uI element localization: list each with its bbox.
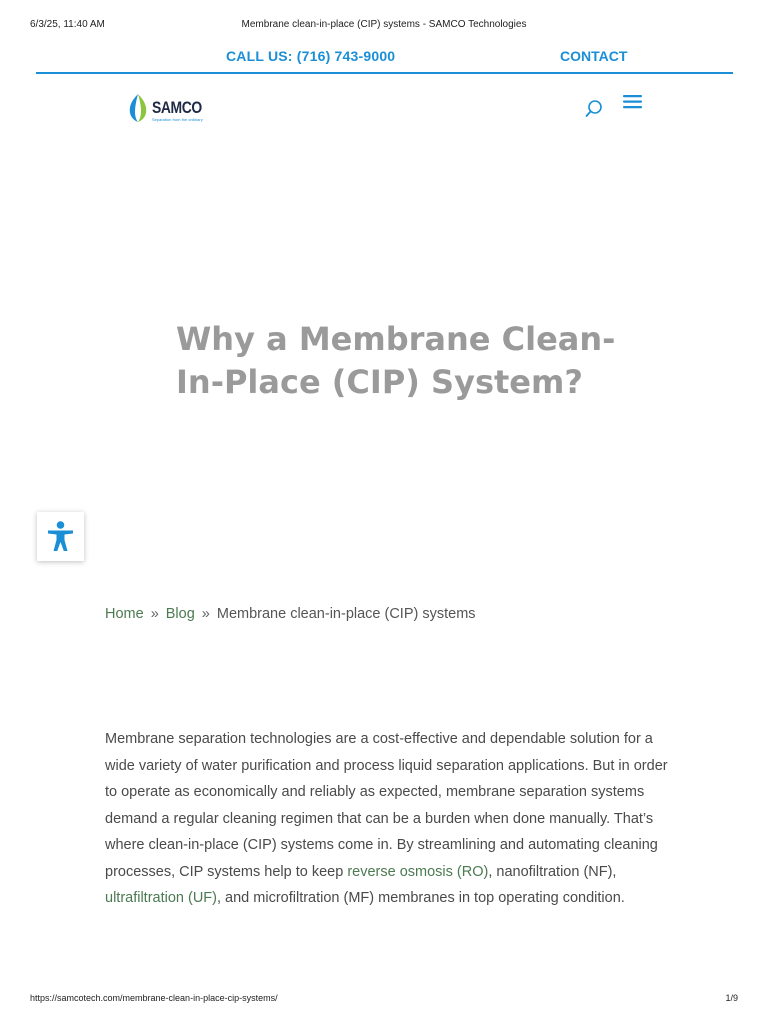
breadcrumb-separator: » xyxy=(201,606,210,622)
logo-brand-text: SAMCO xyxy=(152,98,202,117)
print-url: https://samcotech.com/membrane-clean-in-place-cip-systems/ xyxy=(30,993,278,1003)
print-header xyxy=(0,19,768,33)
hamburger-menu-icon[interactable] xyxy=(622,93,644,111)
contact-link[interactable]: CONTACT xyxy=(560,48,628,64)
call-us-link[interactable]: CALL US: (716) 743-9000 xyxy=(226,48,396,64)
article-text: , and microfiltration (MF) membranes in top operating condition. xyxy=(217,890,625,906)
article-text: Membrane separation technologies are a cost-effective and dependable solution for a wide variety of water purification and process liquid separation applications. But in order to operate as economically and reliably as expected, membrane separation systems demand a regular cleaning regimen that can be a burden when done manually. That’s where clean-in-place (CIP) systems come in. By streamlining and automating cleaning processes, CIP systems help to keep xyxy=(105,731,668,880)
breadcrumb-home-link[interactable]: Home xyxy=(105,606,144,622)
print-page-title: Membrane clean-in-place (CIP) systems - SAMCO Technologies xyxy=(241,19,527,30)
breadcrumb-current: Membrane clean-in-place (CIP) systems xyxy=(216,606,476,622)
reverse-osmosis-link[interactable]: reverse osmosis (RO) xyxy=(347,863,489,880)
article-intro-paragraph xyxy=(105,726,670,912)
accessibility-person-icon xyxy=(45,520,76,553)
article-text: , nanofiltration (NF), xyxy=(488,863,617,880)
breadcrumb-separator: » xyxy=(150,606,159,622)
accessibility-button[interactable] xyxy=(37,512,84,561)
ultrafiltration-link[interactable]: ultrafiltration (UF) xyxy=(105,890,217,906)
logo-tagline: Separation from the ordinary xyxy=(152,117,203,122)
search-icon[interactable] xyxy=(584,99,604,119)
breadcrumb-blog-link[interactable]: Blog xyxy=(165,606,195,622)
page-title: Why a Membrane Clean-In-Place (CIP) System? xyxy=(176,320,616,401)
samco-leaf-icon xyxy=(127,93,149,123)
top-contact-bar xyxy=(36,46,733,74)
samco-logo[interactable] xyxy=(127,92,227,126)
breadcrumb xyxy=(105,606,476,622)
print-page-number: 1/9 xyxy=(725,993,738,1003)
print-datetime: 6/3/25, 11:40 AM xyxy=(30,19,105,30)
